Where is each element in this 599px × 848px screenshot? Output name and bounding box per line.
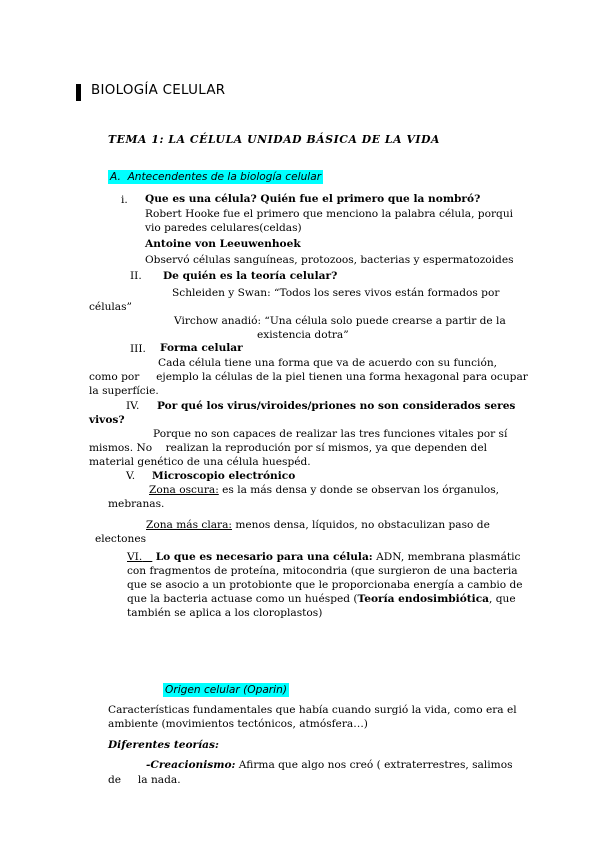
s5-zone2-line2: electones: [95, 533, 147, 545]
s4-question-a: Por qué los virus/viroides/priones no son considerados seres: [157, 400, 516, 412]
s6-line4: [127, 592, 516, 606]
s2-line3: Virchow anadió: “Una célula solo puede crearse a partir de la: [174, 315, 506, 327]
s6-line1: [127, 550, 520, 564]
s1-question: Que es una célula? Quién fue el primero que la nombró?: [145, 193, 481, 205]
s6-number: VI.: [127, 551, 143, 563]
s6-line4-a: que la bacteria actuase como un huésped (: [127, 593, 358, 605]
s2-line4: existencia dotra”: [257, 329, 349, 341]
s4-question-b: vivos?: [89, 414, 125, 426]
s6-line2: con fragmentos de proteína, mitocondria (que surgieron de una bacteria: [127, 565, 518, 577]
topic-heading: TEMA 1: LA CÉLULA UNIDAD BÁSICA DE LA VIDA: [108, 133, 441, 146]
s6-text1: ADN, membrana plasmátic: [372, 551, 521, 563]
title-bar-marker: [76, 84, 81, 101]
origin-heading: Origen celular (Oparin): [165, 684, 287, 696]
creacionismo-label: -Creacionismo:: [146, 759, 236, 771]
s4-number: IV.: [126, 400, 140, 412]
s5-zone2-label: Zona más clara:: [146, 519, 232, 531]
s3-line3: la superfície.: [89, 385, 159, 397]
section-a-label: Antecendentes de la biología celular: [127, 171, 322, 183]
s2-line1: Schleiden y Swan: “Todos los seres vivos están formados por: [172, 287, 500, 299]
s5-zone2: [146, 518, 490, 532]
s6-line3: que se asocio a un protobionte que le proporcionaba energía a cambio de: [127, 579, 523, 591]
s5-number: V.: [126, 470, 136, 482]
s2-line2: células”: [89, 301, 132, 313]
s5-zone1: [149, 483, 499, 497]
s6-theory: Teoría endosimbiótica: [357, 593, 490, 605]
creacionismo-text: Afirma que algo nos creó ( extraterrestres, salimos: [235, 759, 513, 771]
origin-line1: Características fundamentales que había cuando surgió la vida, como era el: [108, 704, 517, 716]
s2-question: De quién es la teoría celular?: [163, 270, 338, 282]
creacionismo-line1: [146, 758, 513, 772]
s6-heading: Lo que es necesario para una célula:: [155, 551, 373, 563]
s5-zone1-label: Zona oscura:: [149, 484, 219, 496]
s1-number: i.: [121, 194, 128, 206]
s4-line2: mismos. No realizan la reprodución por sí mismos, ya que dependen del: [89, 442, 487, 454]
s1-line1: Robert Hooke fue el primero que menciono la palabra célula, porqui: [145, 208, 514, 220]
s2-number: II.: [130, 270, 142, 282]
s3-number: III.: [130, 343, 146, 355]
s1-line2: vio paredes celulares(celdas): [145, 222, 302, 234]
s6-line5: también se aplica a los cloroplastos): [127, 607, 323, 619]
theories-heading: Diferentes teorías:: [108, 739, 219, 751]
s4-line1: Porque no son capaces de realizar las tres funciones vitales por sí: [153, 428, 508, 440]
page-title: BIOLOGÍA CELULAR: [91, 83, 226, 98]
s3-line1: Cada célula tiene una forma que va de acuerdo con su función,: [158, 357, 498, 369]
s3-line2: como por ejemplo la células de la piel tienen una forma hexagonal para ocupar: [89, 371, 528, 383]
origin-line2: ambiente (movimientos tectónicos, atmósfera…): [108, 718, 368, 730]
s1-line3: Observó células sanguíneas, protozoos, bacterias y espermatozoides: [145, 254, 514, 266]
s3-heading: Forma celular: [160, 342, 243, 354]
s6-line4-c: , que: [489, 593, 516, 605]
section-a-marker: A.: [110, 171, 121, 183]
s5-zone1-text: es la más densa y donde se observan los órganulos,: [218, 484, 500, 496]
s4-line3: material genético de una célula huespéd.: [89, 456, 311, 468]
s5-heading: Microscopio electrónico: [152, 470, 296, 482]
s5-zone1-line2: mebranas.: [108, 498, 165, 510]
section-a-heading: [108, 170, 323, 184]
s1-name: Antoine von Leeuwenhoek: [145, 238, 301, 250]
creacionismo-line2: de la nada.: [108, 774, 181, 786]
s5-zone2-text: menos densa, líquidos, no obstaculizan paso de: [232, 519, 490, 531]
